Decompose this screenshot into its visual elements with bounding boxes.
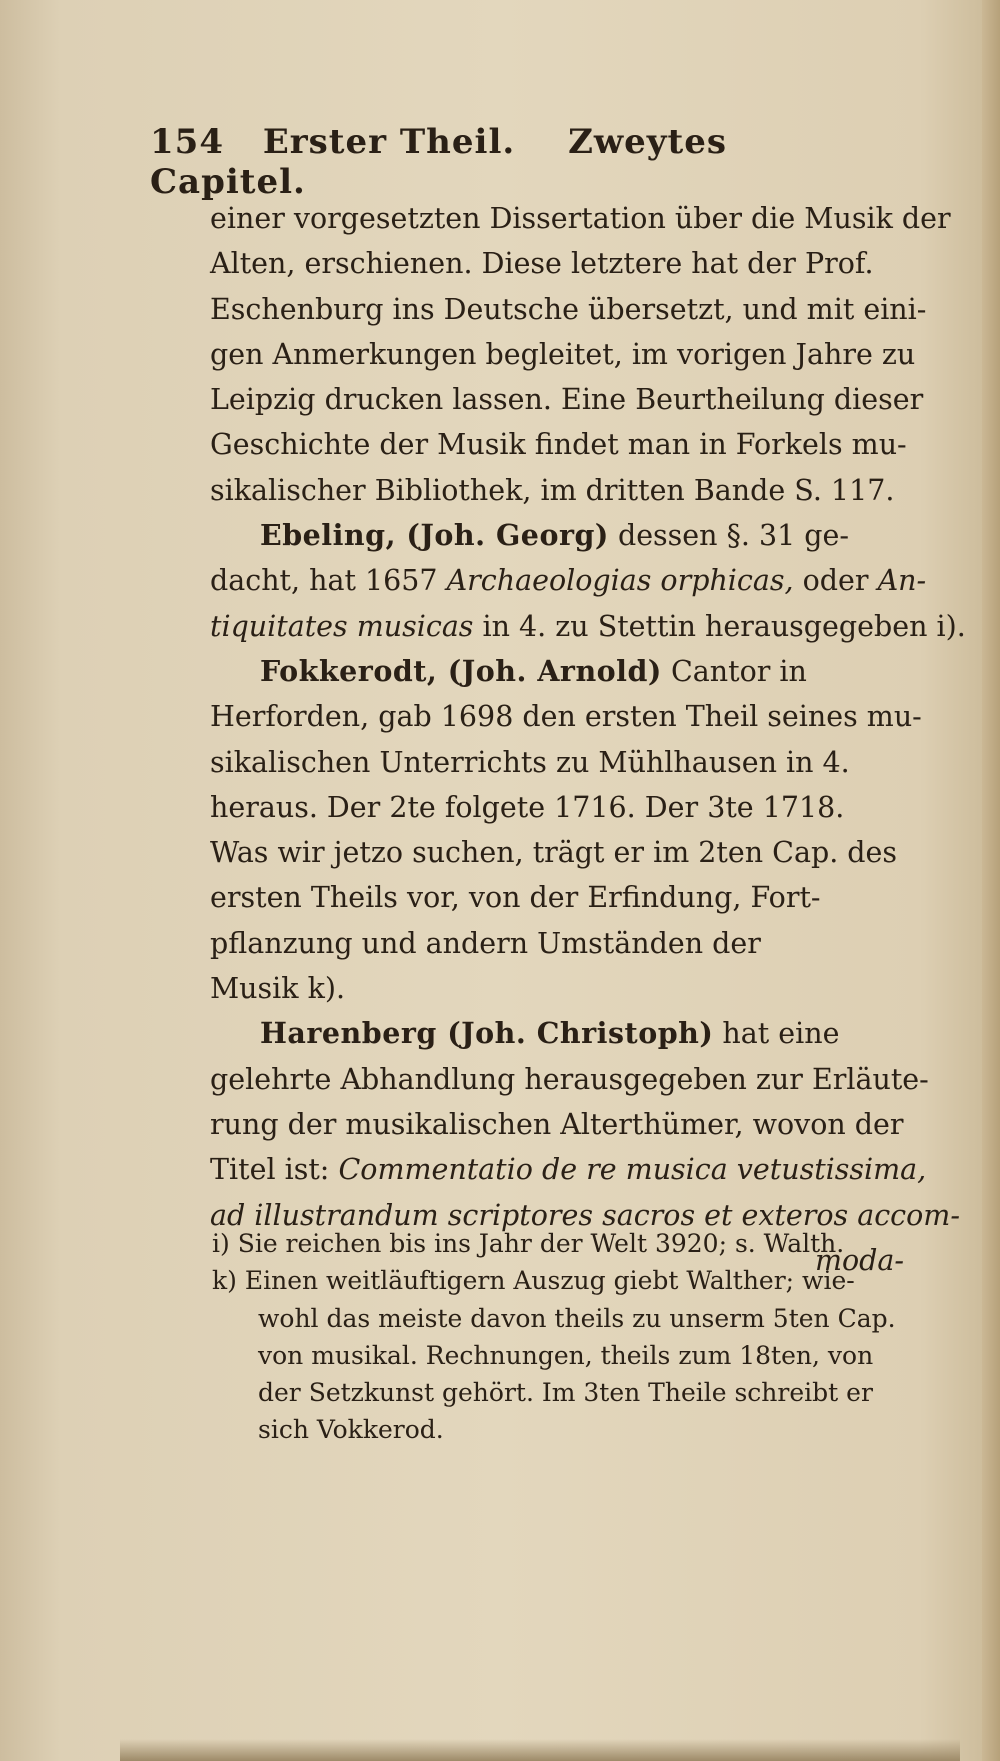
- entry-text: dessen §. 31 ge-: [608, 519, 850, 553]
- text-span: in 4. zu Stettin herausgegeben i).: [473, 609, 966, 643]
- text-span: oder: [793, 564, 878, 598]
- latin-title: Commentatio de re musica vetustissima,: [338, 1153, 927, 1187]
- page-number: 154: [150, 122, 224, 162]
- text-line: sikalischen Unterrichts zu Mühlhausen in 4.: [210, 745, 850, 779]
- footnote-line: wohl das meiste davon theils zu unserm 5ten Cap.: [258, 1303, 896, 1333]
- text-line: ersten Theils vor, von der Erfindung, Fort-: [210, 881, 821, 915]
- entry-text: hat eine: [713, 1017, 840, 1051]
- text-line: [210, 558, 927, 603]
- latin-title: An-: [877, 564, 927, 598]
- part-title: Erster Theil.: [262, 122, 516, 162]
- page-edge: [982, 0, 1000, 1761]
- text-line: [210, 604, 966, 649]
- entry-fokkerodt: [210, 649, 910, 694]
- footnote-line: von musikal. Rechnungen, theils zum 18ten, von: [258, 1340, 874, 1370]
- text-line: pflanzung und andern Umständen der: [210, 926, 761, 960]
- entry-ebeling: [210, 513, 910, 558]
- page-bottom-edge: [120, 1739, 960, 1761]
- latin-title-line: ad illustrandum scriptores sacros et exteros accom-: [210, 1198, 960, 1232]
- main-text: [210, 196, 966, 1283]
- footnote-line: sich Vokkerod.: [258, 1415, 444, 1445]
- text-line: Eschenburg ins Deutsche übersetzt, und mit eini-: [210, 292, 927, 326]
- text-line: Herforden, gab 1698 den ersten Theil seines mu-: [210, 700, 922, 734]
- text-line: gen Anmerkungen begleitet, im vorigen Jahre zu: [210, 337, 916, 371]
- text-line: rung der musikalischen Alterthümer, wovon der: [210, 1107, 904, 1141]
- entry-name: Harenberg (Joh. Christoph): [260, 1016, 714, 1051]
- entry-name: Fokkerodt, (Joh. Arnold): [260, 653, 662, 688]
- footnote-i: i) Sie reichen bis ins Jahr der Welt 3920; s. Walth.: [212, 1229, 845, 1258]
- text-line: Was wir jetzo suchen, trägt er im 2ten Cap. des: [210, 836, 898, 870]
- latin-title: tiquitates musicas: [210, 609, 474, 643]
- chapter-title: Zweytes Capitel.: [150, 122, 728, 202]
- footnote-line: der Setzkunst gehört. Im 3ten Theile schreibt er: [258, 1378, 873, 1408]
- latin-title: Archaeologias orphicas,: [446, 564, 794, 598]
- footnotes: [212, 1225, 902, 1449]
- running-header: [150, 122, 870, 202]
- text-line: sikalischer Bibliothek, im dritten Bande S. 117.: [210, 473, 895, 507]
- footnote-k: k) Einen weitläuftigern Auszug giebt Walther; wie-: [212, 1266, 855, 1296]
- entry-text: Cantor in: [661, 654, 807, 688]
- text-span: Titel ist:: [210, 1153, 339, 1187]
- text-line: heraus. Der 2te folgete 1716. Der 3te 1718.: [210, 790, 845, 824]
- text-line: Geschichte der Musik findet man in Forkels mu-: [210, 428, 907, 462]
- catchword: moda-: [814, 1243, 904, 1277]
- text-line: gelehrte Abhandlung herausgegeben zur Erläute-: [210, 1062, 929, 1096]
- text-line: Alten, erschienen. Diese letztere hat der Prof.: [210, 247, 874, 281]
- text-line: einer vorgesetzten Dissertation über die Musik der: [210, 202, 951, 235]
- text-line: [210, 1147, 927, 1192]
- text-line: Musik k).: [210, 972, 346, 1006]
- entry-harenberg: [210, 1011, 910, 1056]
- entry-name: Ebeling, (Joh. Georg): [260, 518, 609, 553]
- text-span: dacht, hat 1657: [210, 564, 447, 598]
- text-line: Leipzig drucken lassen. Eine Beurtheilung dieser: [210, 383, 924, 417]
